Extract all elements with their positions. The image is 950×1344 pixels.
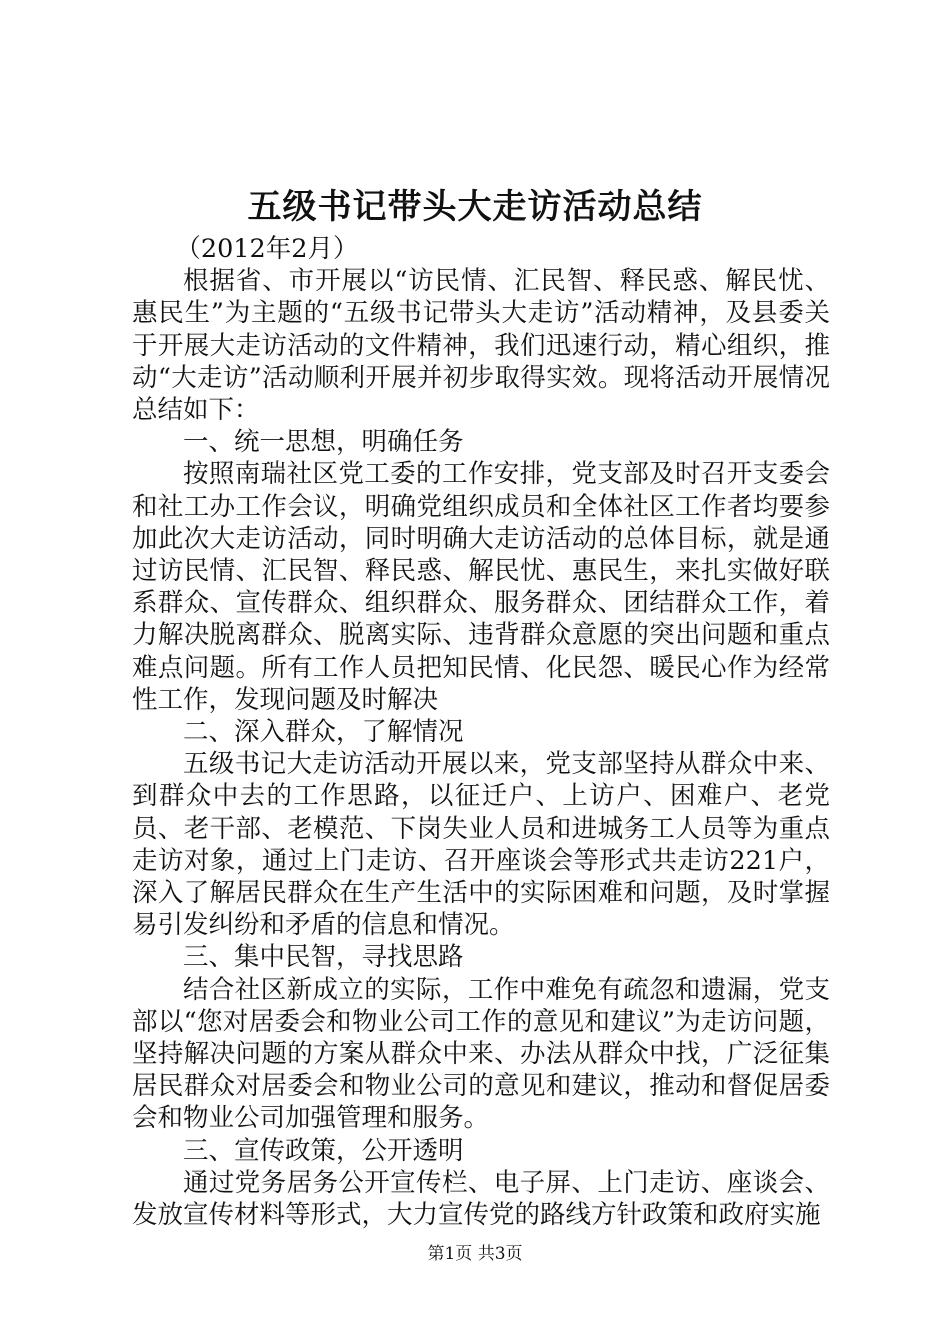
document-title: 五级书记带头大走访活动总结 [247, 187, 703, 227]
section-heading-1: 一、统一思想，明确任务 [183, 427, 464, 458]
section-paragraph-1: 按照南瑞社区党工委的工作安排，党支部及时召开支委会和社工办工作会议，明确党组织成员和全体社区工作者均要参加此次大走访活动，同时明确大走访活动的总体目标，就是通过访民情、汇民智、释民惑、解民忧、惠民生，来扎实做好联系群众、宣传群众、组织群众、服务群众、团结群众工作，着力解决脱离群众、脱离实际、违背群众意愿的突出问题和重点难点问题。所有工作人员把知民情、化民怨、暖民心作为经常性工作，发现问题及时解决 [132, 459, 830, 715]
document-date: （2012年2月） [175, 234, 359, 264]
section-paragraph-4: 通过党务居务公开宣传栏、电子屏、上门走访、座谈会、发放宣传材料等形式，大力宣传党的路线方针政策和政府实施 [132, 1167, 830, 1231]
section-heading-3: 三、集中民智，寻找思路 [183, 942, 464, 973]
document-body [132, 233, 830, 1231]
section-heading-4: 三、宣传政策，公开透明 [183, 1135, 464, 1166]
section-paragraph-3: 结合社区新成立的实际，工作中难免有疏忽和遗漏，党支部以“您对居委会和物业公司工作的意见和建议”为走访问题，坚持解决问题的方案从群众中来、办法从群众中找，广泛征集居民群众对居委会和物业公司的意见和建议，推动和督促居委会和物业公司加强管理和服务。 [132, 974, 830, 1134]
page-footer: 第1页 共3页 [427, 1244, 523, 1264]
section-heading-2: 二、深入群众，了解情况 [183, 717, 464, 748]
intro-paragraph: 根据省、市开展以“访民情、汇民智、释民惑、解民忧、惠民生”为主题的“五级书记带头大走访”活动精神，及县委关于开展大走访活动的文件精神，我们迅速行动，精心组织，推动“大走访”活动顺利开展并初步取得实效。现将活动开展情况总结如下： [132, 266, 830, 426]
section-paragraph-2: 五级书记大走访活动开展以来，党支部坚持从群众中来、到群众中去的工作思路，以征迁户、上访户、困难户、老党员、老干部、老模范、下岗失业人员和进城务工人员等为重点走访对象，通过上门走访、召开座谈会等形式共走访221户，深入了解居民群众在生产生活中的实际困难和问题，及时掌握易引发纠纷和矛盾的信息和情况。 [132, 749, 830, 941]
